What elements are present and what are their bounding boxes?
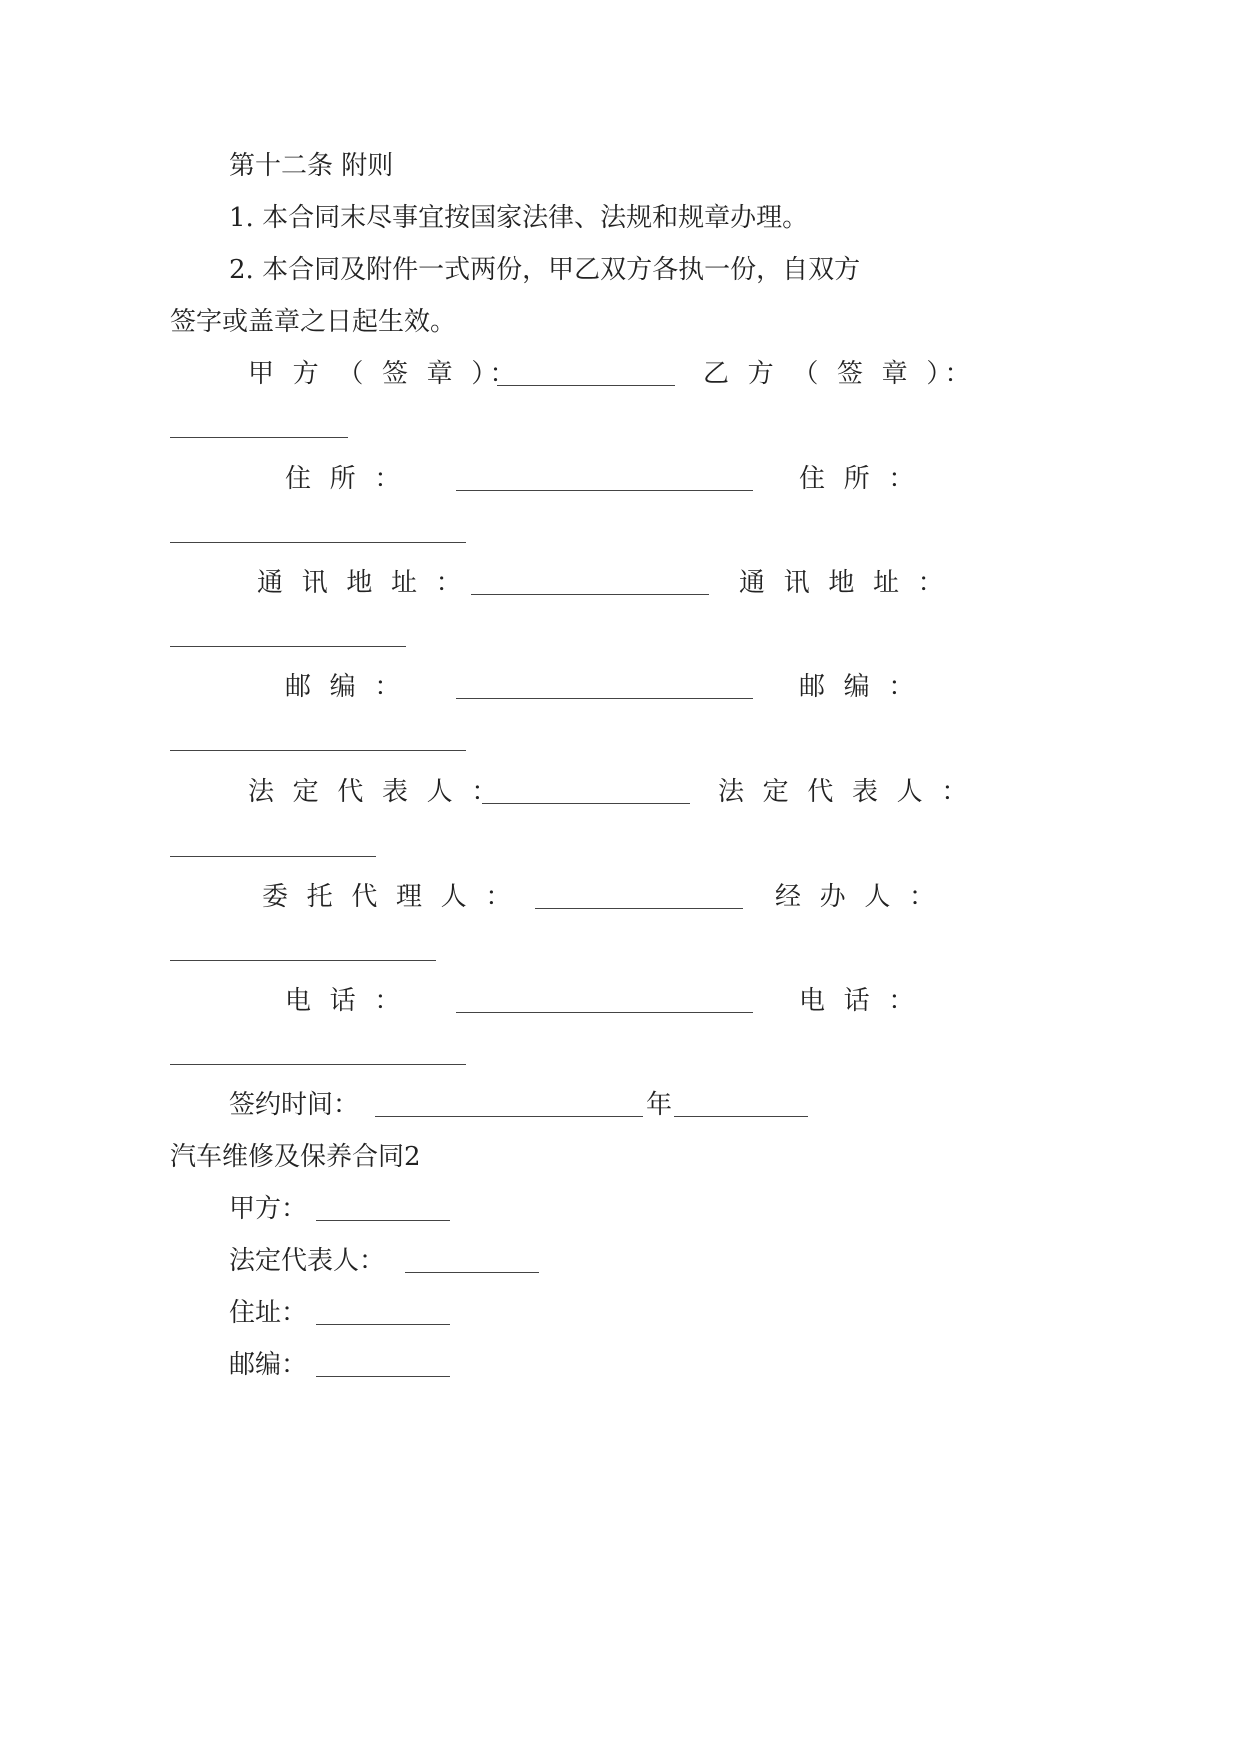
party-b-phone-blank[interactable] — [170, 1064, 466, 1065]
party-b-phone-label: 电 话 ： — [799, 986, 920, 1016]
year-blank[interactable] — [674, 1116, 808, 1117]
contract-2-legal-rep-label: 法定代表人： — [229, 1246, 386, 1276]
sign-date-blank[interactable] — [375, 1116, 643, 1117]
party-b-postcode-label: 邮 编 ： — [799, 672, 920, 702]
party-a-phone-label: 电 话 ： — [285, 986, 406, 1016]
contract-2-party-a-label: 甲方： — [229, 1194, 308, 1224]
party-a-legal-rep-blank[interactable] — [482, 803, 690, 804]
party-b-sign-label: 乙 方 （ 签 章 ）： — [703, 359, 976, 389]
contract-2-postcode-label: 邮编： — [229, 1350, 308, 1380]
sign-date-label: 签约时间： — [229, 1090, 360, 1120]
year-label: 年 — [646, 1090, 673, 1120]
party-a-agent-label: 委 托 代 理 人 ： — [262, 882, 517, 912]
party-a-address-blank[interactable] — [456, 490, 753, 491]
contract-2-address-blank[interactable] — [316, 1324, 450, 1325]
party-a-postcode-label: 邮 编 ： — [285, 672, 406, 702]
party-b-postcode-blank[interactable] — [170, 750, 466, 751]
party-b-sign-blank[interactable] — [170, 437, 348, 438]
clause-2-line-1: 2. 本合同及附件一式两份，甲乙双方各执一份，自双方 — [229, 255, 861, 285]
party-a-phone-blank[interactable] — [456, 1012, 753, 1013]
party-b-legal-rep-label: 法 定 代 表 人 ： — [718, 777, 973, 807]
party-b-mailing-blank[interactable] — [170, 646, 406, 647]
party-b-mailing-label: 通 讯 地 址 ： — [739, 568, 949, 598]
clause-2-line-2: 签字或盖章之日起生效。 — [170, 307, 457, 337]
party-a-agent-blank[interactable] — [535, 908, 743, 909]
contract-2-address-label: 住址： — [229, 1298, 308, 1328]
party-b-address-blank[interactable] — [170, 542, 466, 543]
party-a-mailing-blank[interactable] — [471, 594, 709, 595]
party-b-legal-rep-blank[interactable] — [170, 856, 376, 857]
party-b-handler-label: 经 办 人 ： — [775, 882, 941, 912]
party-a-legal-rep-label: 法 定 代 表 人 ： — [248, 777, 503, 807]
party-a-postcode-blank[interactable] — [456, 698, 753, 699]
party-b-address-label: 住 所 ： — [799, 464, 920, 494]
party-a-address-label: 住 所 ： — [285, 464, 406, 494]
article-heading: 第十二条 附则 — [229, 151, 394, 181]
party-b-handler-blank[interactable] — [170, 960, 436, 961]
party-a-sign-blank[interactable] — [497, 385, 675, 386]
contract-2-postcode-blank[interactable] — [316, 1376, 450, 1377]
party-a-mailing-label: 通 讯 地 址 ： — [257, 568, 467, 598]
contract-2-legal-rep-blank[interactable] — [405, 1272, 539, 1273]
contract-2-party-a-blank[interactable] — [316, 1220, 450, 1221]
contract-2-title: 汽车维修及保养合同2 — [170, 1142, 421, 1172]
party-a-sign-label: 甲 方 （ 签 章 ）： — [248, 359, 521, 389]
clause-1: 1. 本合同末尽事宜按国家法律、法规和规章办理。 — [229, 203, 809, 233]
